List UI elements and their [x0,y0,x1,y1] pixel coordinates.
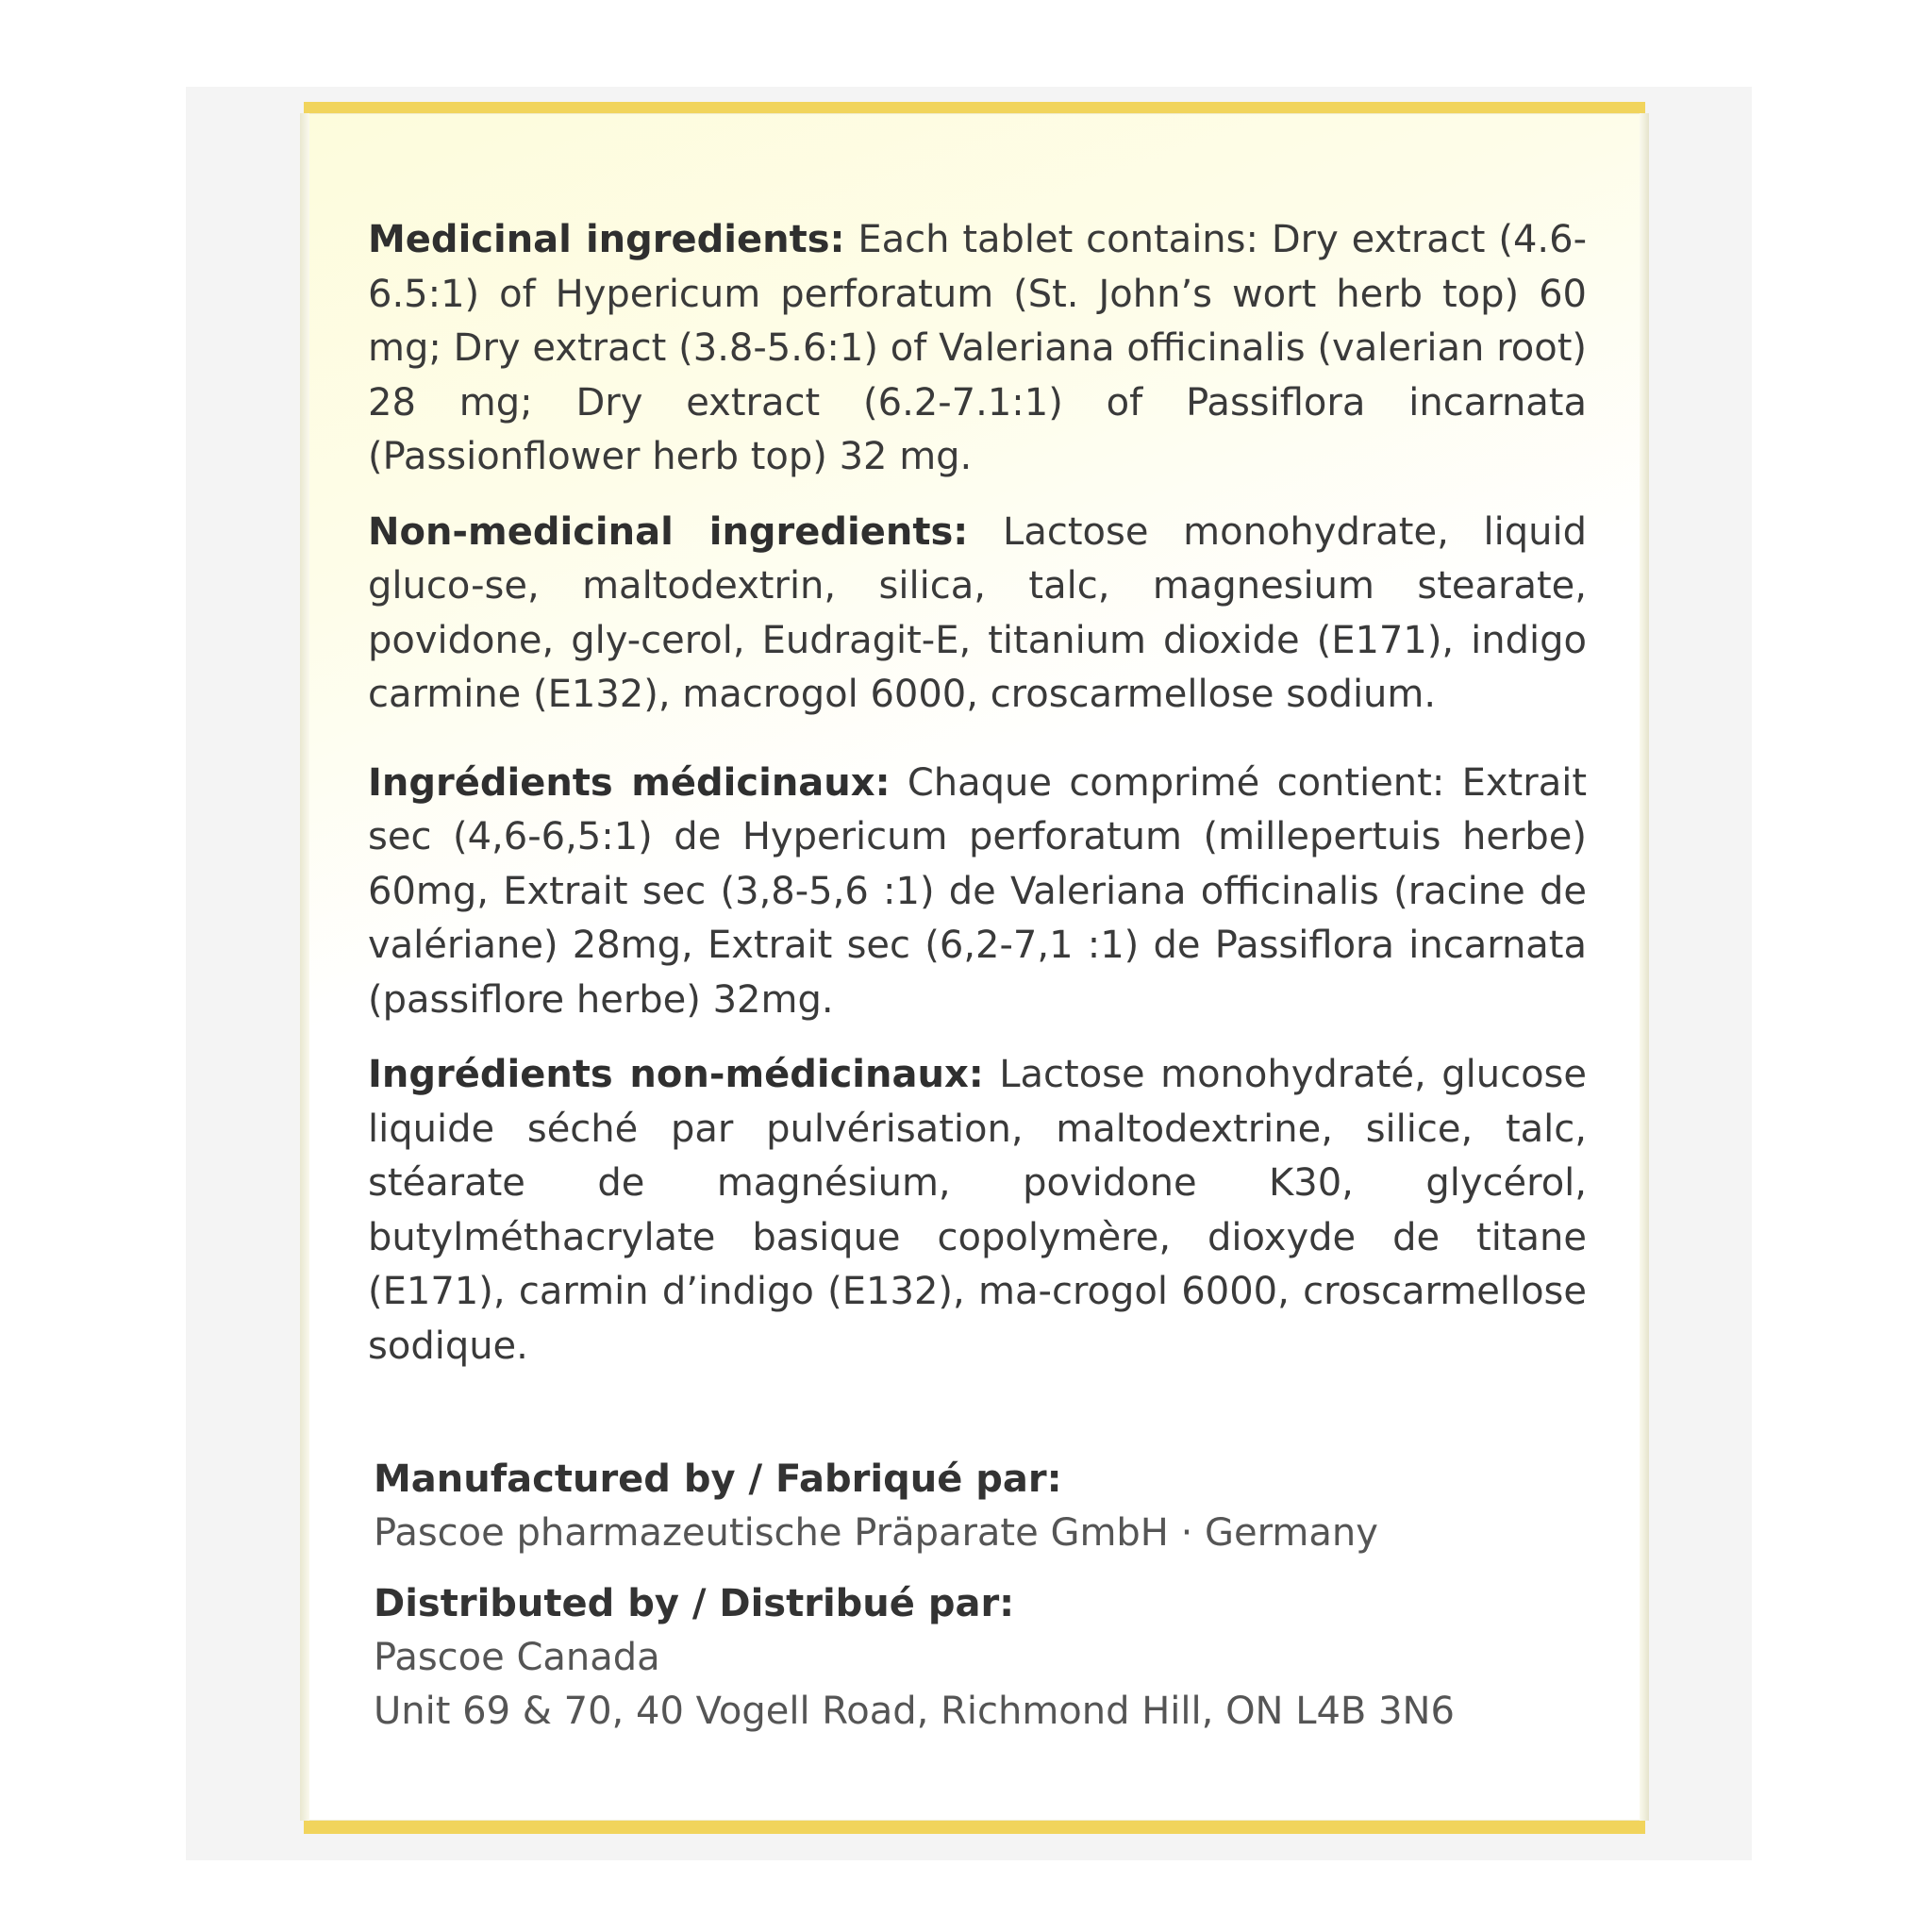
manufacturer-label: Manufactured by / Fabriqué par: [374,1457,1062,1501]
distributor-address: Unit 69 & 70, 40 Vogell Road, Richmond Hill, ON L4B 3N6 [374,1690,1455,1733]
box-right-edge [1640,113,1649,1821]
distributor-name: Pascoe Canada [374,1636,660,1679]
english-non-medicinal-paragraph [368,506,1587,723]
french-medicinal-paragraph [368,757,1587,1028]
box-left-edge [300,113,309,1821]
manufacturer-block [374,1453,1591,1560]
company-info [374,1453,1591,1756]
french-non-medicinal-label: Ingrédients non-médicinaux: [368,1053,984,1096]
french-medicinal-label: Ingrédients médicinaux: [368,760,891,805]
distributor-label: Distributed by / Distribué par: [374,1582,1015,1625]
manufacturer-name: Pascoe pharmazeutische Präparate GmbH · Germany [374,1511,1378,1555]
distributor-block [374,1577,1591,1739]
english-non-medicinal-text: Lactose monohydrate, liquid gluco-se, maltodextrin, silica, talc, magnesium stearate, povidone, gly-cerol, Eudragit-E, titanium dioxide (E171), indigo carmine (E132), macrogol 6000, croscarmellose sodium. [368,509,1588,716]
english-medicinal-paragraph [368,213,1587,485]
english-non-medicinal-label: Non-medicinal ingredients: [368,509,969,554]
english-medicinal-text: Each tablet contains: Dry extract (4.6-6.5:1) of Hypericum perforatum (St. John’s wort herb top) 60 mg; Dry extract (3.8-5.6:1) of Valeriana officinalis (valerian root) 28 mg; Dry extract (6.2-7.1:1) of Passiflora incarnata (Passionflower herb top) 32 mg. [368,218,1587,478]
french-non-medicinal-paragraph [368,1048,1587,1374]
french-non-medicinal-text: Lactose monohydraté, glucose liquide séché par pulvérisation, maltodextrine, silice, talc, stéarate de magnésium, povidone K30, glycérol, butylméthacrylate basique copolymère, dioxyde de titane (E171), carmin d’indigo (E132), ma-crogol 6000, croscarmellose sodique. [368,1053,1587,1368]
french-medicinal-text: Chaque comprimé contient: Extrait sec (4,6-6,5:1) de Hypericum perforatum (millepertuis herbe) 60mg, Extrait sec (3,8-5,6 :1) de Valeriana officinalis (racine de valériane) 28mg, Extrait sec (6,2-7,1 :1) de Passiflora incarnata (passiflore herbe) 32mg. [368,760,1587,1022]
ingredients-text [368,213,1587,1394]
english-medicinal-label: Medicinal ingredients: [368,218,845,261]
